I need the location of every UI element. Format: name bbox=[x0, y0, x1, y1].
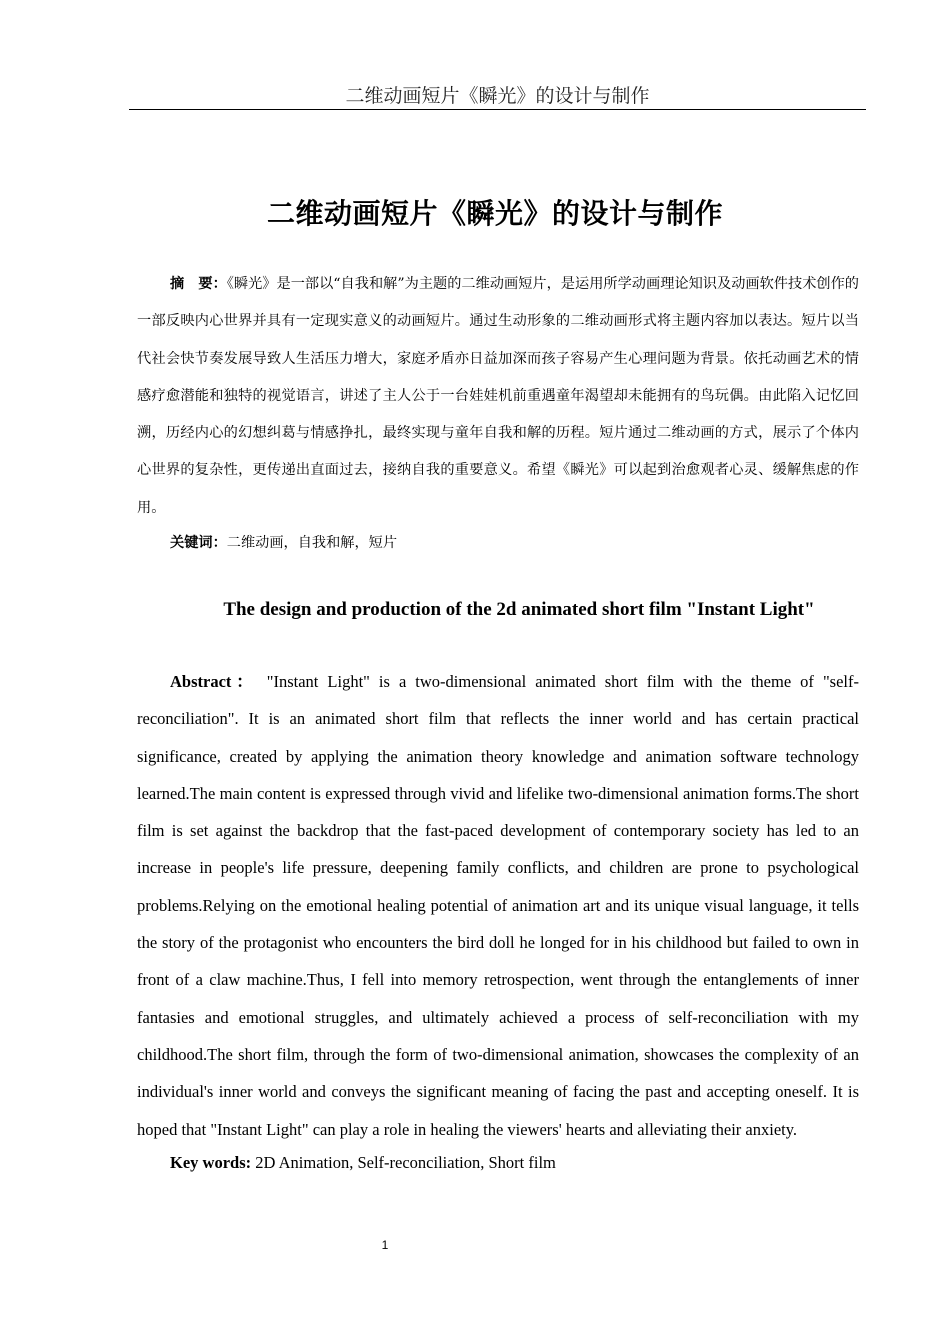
chinese-abstract-text: 《瞬光》是一部以“自我和解”为主题的二维动画短片，是运用所学动画理论知识及动画软件技术创作的一部反映内心世界并具有一定现实意义的动画短片。通过生动形象的二维动画形式将主题内容加以表达。短片以当代社会快节奏发展导致人生活压力增大，家庭矛盾亦日益加深而孩子容易产生心理问题为背景。依托动画艺术的情感疗愈潜能和独特的视觉语言，讲述了主人公于一台娃娃机前重遇童年渴望却未能拥有的鸟玩偶。由此陷入记忆回溯，历经内心的幻想纠葛与情感挣扎，最终实现与童年自我和解的历程。短片通过二维动画的方式，展示了个体内心世界的复杂性，更传递出直面过去，接纳自我的重要意义。希望《瞬光》可以起到治愈观者心灵、缓解焦虑的作用。 bbox=[137, 276, 859, 516]
chinese-keywords bbox=[170, 526, 859, 560]
english-abstract-label: Abstract： bbox=[170, 672, 258, 691]
english-abstract bbox=[137, 663, 859, 1148]
english-keywords-text: 2D Animation, Self-reconciliation, Short film bbox=[251, 1153, 556, 1172]
chinese-keywords-label: 关键词： bbox=[170, 535, 227, 551]
english-keywords-label: Key words: bbox=[170, 1153, 252, 1172]
running-header: 二维动画短片《瞬光》的设计与制作 bbox=[129, 84, 866, 110]
chinese-title: 二维动画短片《瞬光》的设计与制作 bbox=[266, 197, 723, 230]
chinese-abstract-label: 摘 要： bbox=[170, 276, 227, 292]
english-title: The design and production of the 2d animated short film "Instant Light" bbox=[223, 599, 815, 620]
chinese-abstract bbox=[137, 266, 859, 527]
english-abstract-text: "Instant Light" is a two-dimensional animated short film with the theme of "self-reconciliation". It is an animated short film that reflects the inner world and has certain practical significance, created by applying the animation theory knowledge and animation software technology learned.The main content is expressed through vivid and lifelike two-dimensional animation forms.The short film is set against the backdrop that the fast-paced development of contemporary society has led to an increase in people's life pressure, deepening family conflicts, and children are prone to psychological problems.Relying on the emotional healing potential of animation art and its unique visual language, it tells the story of the protagonist who encounters the bird doll he longed for in his childhood but failed to own in front of a claw machine.Thus, I fell into memory retrospection, went through the entanglements of inner fantasies and emotional struggles, and ultimately achieved a process of self-reconciliation with my childhood.The short film, through the form of two-dimensional animation, showcases the complexity of an individual's inner world and conveys the significant meaning of facing the past and accepting oneself. It is hoped that "Instant Light" can play a role in healing the viewers' hearts and alleviating their anxiety. bbox=[137, 672, 860, 1139]
english-keywords bbox=[170, 1148, 859, 1178]
chinese-keywords-text: 二维动画，自我和解，短片 bbox=[226, 535, 398, 551]
page-number: 1 bbox=[381, 1238, 389, 1252]
